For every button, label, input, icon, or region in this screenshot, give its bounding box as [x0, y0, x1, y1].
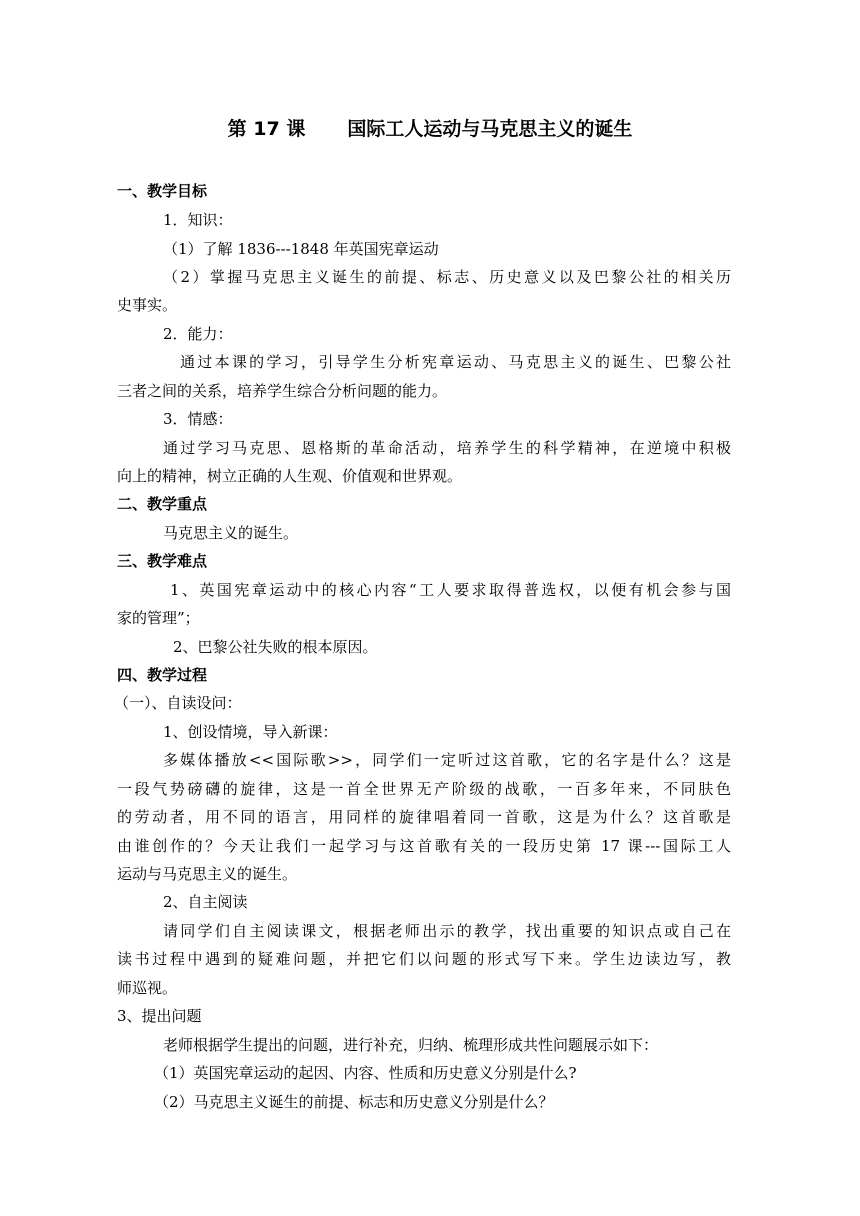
paragraph-line: 由谁创作的？今天让我们一起学习与这首歌有关的一段历史第 17 课---国际工人	[117, 837, 731, 855]
paragraph-line: 请同学们自主阅读课文，根据老师出示的教学，找出重要的知识点或自己在	[163, 922, 731, 940]
lesson-number: 第 17 课	[227, 118, 306, 140]
paragraph-line: 家的管理”；	[117, 609, 200, 627]
paragraph-line: 通过学习马克思、恩格斯的革命活动，培养学生的科学精神，在逆境中积极	[163, 439, 731, 457]
paragraph-line: （1）英国宪章运动的起因、内容、性质和历史意义分别是什么?	[154, 1064, 577, 1082]
paragraph-line: （2）马克思主义诞生的前提、标志和历史意义分别是什么？	[154, 1093, 554, 1111]
paragraph-line: 读书过程中遇到的疑难问题，并把它们以问题的形式写下来。学生边读边写，教	[117, 950, 731, 968]
paragraph-line: 1、创设情境，导入新课：	[163, 723, 338, 741]
paragraph-line: （一）、自读设问：	[114, 694, 242, 712]
paragraph-line: 一段气势磅礴的旋律，这是一首全世界无产阶级的战歌，一百多年来，不同肤色	[117, 780, 731, 798]
paragraph-line: 3．情感：	[163, 410, 233, 428]
section-heading-objectives: 一、教学目标	[117, 182, 208, 200]
paragraph-line: 1、英国宪章运动中的核心内容“工人要求取得普选权，以便有机会参与国	[170, 581, 731, 599]
paragraph-line: 的劳动者，用不同的语言，用同样的旋律唱着同一首歌，这是为什么？这首歌是	[117, 808, 731, 826]
paragraph-line: 三者之间的关系，培养学生综合分析问题的能力。	[117, 382, 448, 400]
paragraph-line: 1．知识：	[163, 211, 233, 229]
paragraph-line: 通过本课的学习，引导学生分析宪章运动、马克思主义的诞生、巴黎公社	[180, 353, 731, 371]
paragraph-line: 2、巴黎公社失败的根本原因。	[173, 638, 378, 656]
paragraph-line: 运动与马克思主义的诞生。	[117, 865, 298, 883]
section-heading-process: 四、教学过程	[117, 666, 208, 684]
paragraph-line: （2）掌握马克思主义诞生的前提、标志、历史意义以及巴黎公社的相关历	[163, 268, 731, 286]
paragraph-line: 2、自主阅读	[163, 893, 248, 911]
paragraph-line: 史事实。	[117, 296, 178, 314]
paragraph-line: 师巡视。	[117, 979, 178, 997]
paragraph-line: 2．能力：	[163, 325, 233, 343]
paragraph-line: 马克思主义的诞生。	[163, 524, 299, 542]
paragraph-line: 多媒体播放<<国际歌>>，同学们一定听过这首歌，它的名字是什么？这是	[163, 751, 731, 769]
paragraph-line: 向上的精神，树立正确的人生观、价值观和世界观。	[117, 467, 463, 485]
paragraph-line: （1）了解 1836---1848 年英国宪章运动	[163, 240, 439, 258]
section-heading-focus: 二、教学重点	[117, 495, 208, 513]
lesson-name: 国际工人运动与马克思主义的诞生	[347, 118, 633, 140]
paragraph-line: 3、提出问题	[117, 1007, 202, 1025]
lesson-title	[0, 116, 860, 142]
section-heading-difficulty: 三、教学难点	[117, 552, 208, 570]
paragraph-line: 老师根据学生提出的问题，进行补充，归纳、梳理形成共性问题展示如下：	[163, 1036, 659, 1054]
